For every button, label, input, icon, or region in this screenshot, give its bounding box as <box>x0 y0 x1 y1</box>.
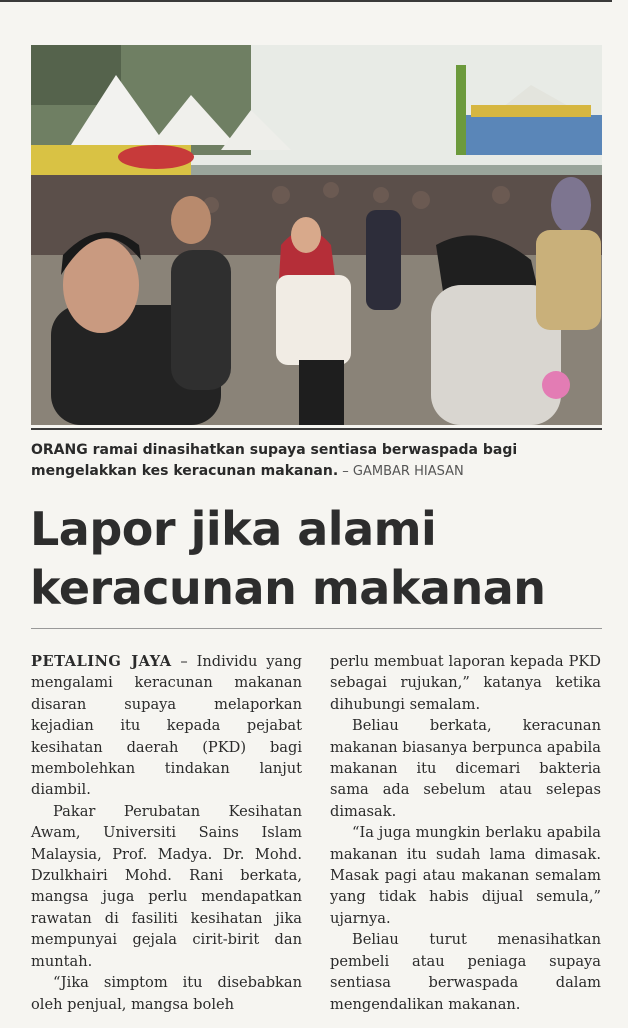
article-column-left <box>31 651 302 1015</box>
headline-line-1: Lapor jika alami <box>30 502 437 556</box>
article-paragraph: Pakar Perubatan Kesihatan Awam, Universiti Sains Islam Malaysia, Prof. Madya. Dr. Mohd. Dzulkhairi Mohd. Rani berkata, mangsa juga perlu mendapatkan rawatan di fasiliti kesihatan jika mempunyai gejala cirit-birit dan muntah. <box>31 802 302 970</box>
article-paragraph: “Jika simptom itu disebabkan oleh penjual, mangsa boleh <box>31 974 302 1013</box>
crowd-photo <box>31 45 602 425</box>
caption-text: ORANG ramai dinasihatkan supaya sentiasa berwaspada bagi mengelakkan kes keracunan makanan. <box>31 442 518 479</box>
article-paragraph: Beliau turut menasihatkan pembeli atau peniaga supaya sentiasa berwaspada dalam mengendalikan makanan. <box>330 931 601 1013</box>
photo-caption <box>31 440 602 482</box>
article-lead-text: – Individu yang mengalami keracunan makanan disaran supaya melaporkan kejadian itu kepada pejabat kesihatan daerah (PKD) bagi membolehkan tindakan lanjut diambil. <box>31 653 302 799</box>
photo-rule <box>31 428 602 430</box>
headline-rule <box>31 628 602 629</box>
article-paragraph: perlu membuat laporan kepada PKD sebagai rujukan,” katanya ketika dihubungi semalam. <box>330 653 601 713</box>
article-paragraph: “Ia juga mungkin berlaku apabila makanan itu sudah lama dimasak. Masak pagi atau makanan semalam yang tidak habis dijual semula,” ujarnya. <box>330 824 601 927</box>
headline <box>30 500 610 618</box>
headline-line-2: keracunan makanan <box>30 561 546 615</box>
article-paragraph <box>31 651 302 801</box>
caption-credit: – GAMBAR HIASAN <box>338 464 464 479</box>
crowd-photo-illustration <box>31 45 602 425</box>
top-rule <box>0 0 612 2</box>
dateline: PETALING JAYA <box>31 653 172 670</box>
article-paragraph: Beliau berkata, keracunan makanan biasanya berpunca apabila makanan itu dicemari bakteria sama ada sebelum atau selepas dimasak. <box>330 717 601 820</box>
article-column-right <box>330 651 601 1015</box>
